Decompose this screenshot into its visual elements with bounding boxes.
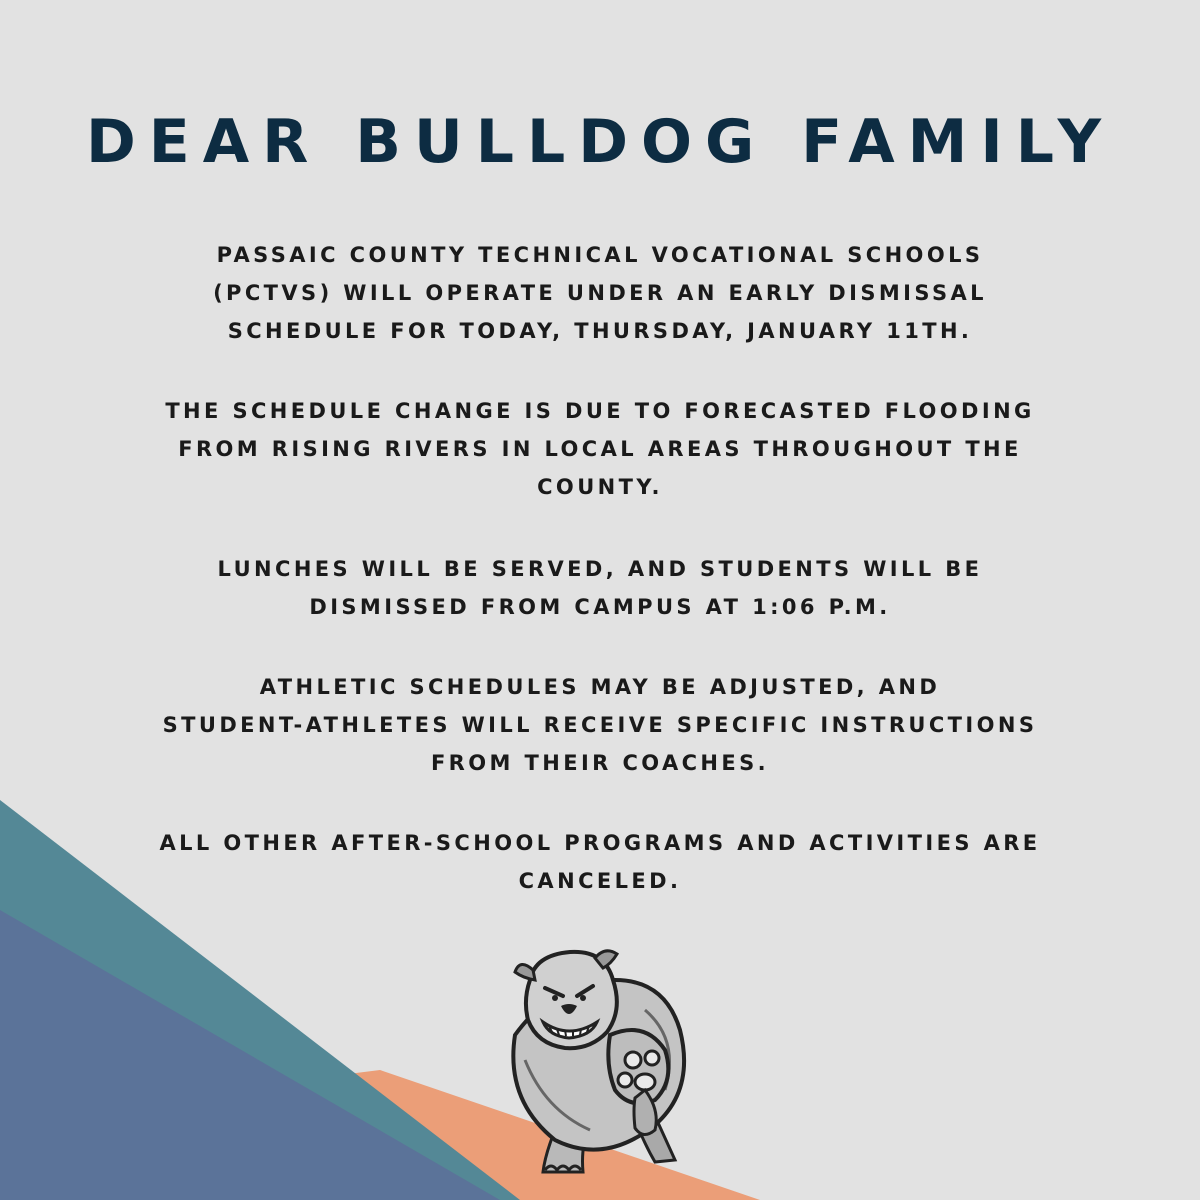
- paragraph-line: PASSAIC COUNTY TECHNICAL VOCATIONAL SCHOOLS: [216, 243, 984, 267]
- paragraph-line: STUDENT-ATHLETES WILL RECEIVE SPECIFIC INSTRUCTIONS: [162, 713, 1038, 737]
- paragraph-line: (PCTVS) WILL OPERATE UNDER AN EARLY DISMISSAL: [213, 281, 987, 305]
- paragraph-early-dismissal: [100, 236, 1100, 350]
- paragraph-line: FROM RISING RIVERS IN LOCAL AREAS THROUGHOUT THE: [178, 437, 1022, 461]
- paragraph-line: COUNTY.: [537, 475, 663, 499]
- paragraph-line: FROM THEIR COACHES.: [430, 751, 770, 775]
- bulldog-mascot-icon: [495, 940, 710, 1180]
- paragraph-line: DISMISSED FROM CAMPUS AT 1:06 P.M.: [309, 595, 891, 619]
- headline: DEAR BULLDOG FAMILY: [85, 107, 1115, 177]
- paragraph-line: LUNCHES WILL BE SERVED, AND STUDENTS WILL BE: [217, 557, 983, 581]
- paragraph-line: ALL OTHER AFTER-SCHOOL PROGRAMS AND ACTIVITIES ARE: [159, 831, 1041, 855]
- paragraph-line: THE SCHEDULE CHANGE IS DUE TO FORECASTED FLOODING: [165, 399, 1035, 423]
- paragraph-flooding: [100, 392, 1100, 506]
- paragraph-cancellations: [100, 824, 1100, 900]
- paragraph-line: CANCELED.: [518, 869, 682, 893]
- paragraph-line: SCHEDULE FOR TODAY, THURSDAY, JANUARY 11TH.: [227, 319, 973, 343]
- paragraph-athletics: [100, 668, 1100, 782]
- paragraph-lunches: [100, 550, 1100, 626]
- paragraph-line: ATHLETIC SCHEDULES MAY BE ADJUSTED, AND: [259, 675, 941, 699]
- blue-band: [0, 910, 500, 1200]
